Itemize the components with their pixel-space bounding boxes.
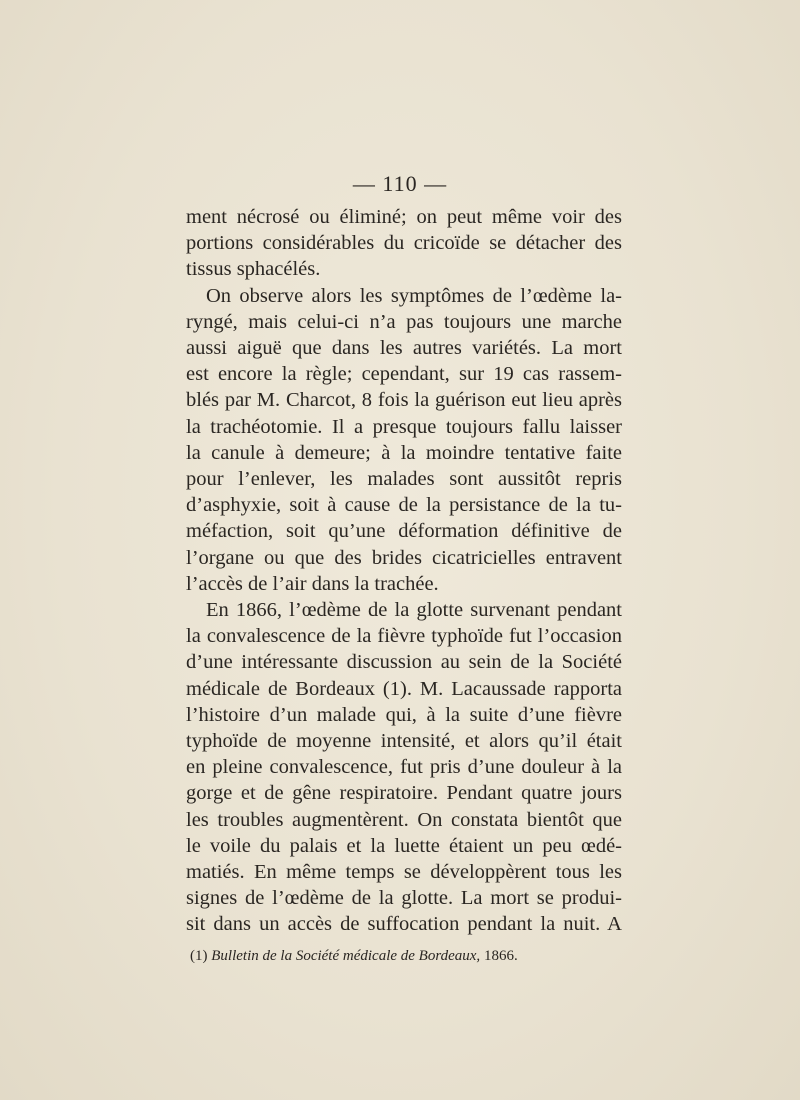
text-line: la trachéotomie. Il a presque toujours fallu laisser: [186, 415, 622, 438]
footnote: [190, 948, 518, 965]
text-line: est encore la règle; cependant, sur 19 cas rassem-: [186, 363, 622, 386]
text-line: gorge et de gêne respiratoire. Pendant quatre jours: [186, 782, 622, 805]
text-line: l’histoire d’un malade qui, à la suite d’une fièvre: [186, 703, 622, 726]
text-line: médicale de Bordeaux (1). M. Lacaussade rapporta: [186, 677, 622, 700]
text-line: blés par M. Charcot, 8 fois la guérison eut lieu après: [186, 389, 622, 412]
text-line: la convalescence de la fièvre typhoïde fut l’occasion: [186, 625, 622, 648]
text-line: l’organe ou que des brides cicatricielles entravent: [186, 546, 622, 569]
page-number: — 110 —: [352, 171, 448, 196]
text-line: méfaction, soit qu’une déformation définitive de: [186, 520, 622, 543]
text-line: les troubles augmentèrent. On constata bientôt que: [186, 808, 622, 831]
text-line: en pleine convalescence, fut pris d’une douleur à la: [186, 756, 622, 779]
text-line: la canule à demeure; à la moindre tentative faite: [186, 441, 622, 464]
text-line: sit dans un accès de suffocation pendant la nuit. A: [186, 913, 622, 936]
footnote-marker: (1): [190, 948, 208, 964]
text-line: En 1866, l’œdème de la glotte survenant pendant: [206, 599, 622, 622]
text-line: d’une intéressante discussion au sein de la Société: [186, 651, 622, 674]
text-line: aussi aiguë que dans les autres variétés. La mort: [186, 337, 622, 360]
text-line: tissus sphacélés.: [186, 258, 321, 281]
footnote-citation: Bulletin de la Société médicale de Bordeaux,: [211, 948, 481, 964]
body-text: [186, 204, 622, 938]
text-line: le voile du palais et la luette étaient un peu œdé-: [186, 834, 622, 857]
footnote-year: 1866.: [483, 948, 518, 964]
text-line: typhoïde de moyenne intensité, et alors qu’il était: [186, 730, 622, 753]
text-line: signes de l’œdème de la glotte. La mort se produi-: [186, 887, 622, 910]
text-line: ryngé, mais celui-ci n’a pas toujours une marche: [186, 310, 622, 333]
text-line: portions considérables du cricoïde se détacher des: [186, 232, 622, 255]
text-line: l’accès de l’air dans la trachée.: [186, 572, 439, 595]
text-line: On observe alors les symptômes de l’œdème la-: [206, 284, 622, 307]
text-line: matiés. En même temps se développèrent tous les: [186, 861, 622, 884]
text-line: d’asphyxie, soit à cause de la persistance de la tu-: [186, 494, 622, 517]
text-line: pour l’enlever, les malades sont aussitôt repris: [186, 468, 622, 491]
text-line: ment nécrosé ou éliminé; on peut même voir des: [186, 206, 622, 228]
